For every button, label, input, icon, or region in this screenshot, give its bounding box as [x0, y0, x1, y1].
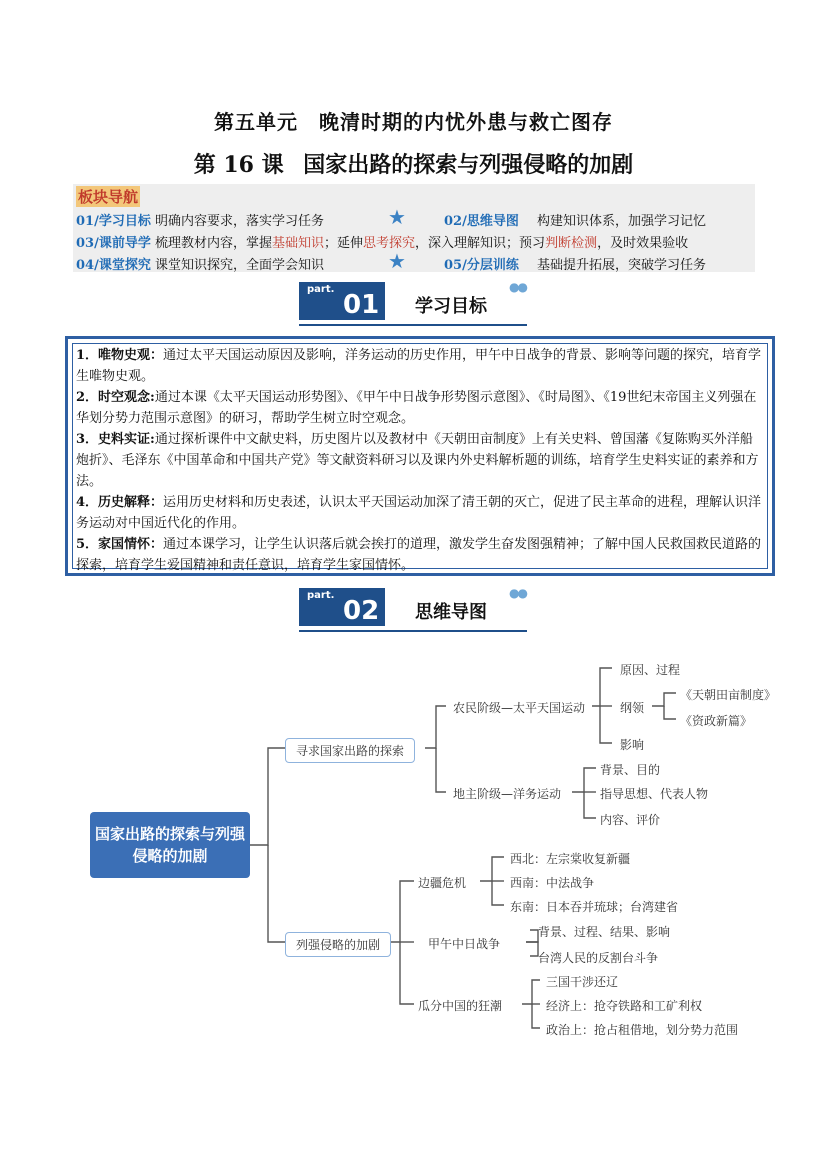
star-icon: ★: [388, 249, 406, 273]
nav-code-05[interactable]: 05/分层训练: [444, 258, 519, 273]
part-title: 思维导图: [415, 602, 487, 623]
nav-desc-03-red3: 判断检测: [545, 236, 598, 251]
nav-desc-04: 课堂知识探究，全面学会知识: [154, 258, 324, 273]
nav-desc-03c: ，深入理解知识；预习: [415, 236, 546, 251]
nav-desc-02: 构建知识体系，加强学习记忆: [536, 214, 706, 229]
mindmap-taiping-cause: 原因、过程: [620, 663, 681, 677]
nav-code-04[interactable]: 04/课堂探究: [76, 258, 151, 273]
mindmap-yangwu: 地主阶级—洋务运动: [453, 787, 562, 801]
mindmap-northwest: 西北：左宗棠收复新疆: [510, 852, 631, 866]
nav-code-01[interactable]: 01/学习目标: [76, 214, 151, 229]
part-number: 01: [343, 290, 380, 320]
objective-label: 2．时空观念:: [76, 390, 155, 405]
objective-label: 1．唯物史观：: [76, 348, 164, 363]
nav-heading: 板块导航: [78, 188, 139, 206]
mindmap-taiping-program: 纲领: [620, 701, 645, 715]
objective-text: 通过本课《太平天国运动形势图》、《甲午中日战争形势图示意图》、《时局图》、《19世纪末帝国主义列强在华划分势力范围示意图》的研习，帮助学生树立时空观念。: [76, 390, 757, 426]
nav-code-03[interactable]: 03/课前导学: [76, 236, 151, 251]
star-icon: ★: [388, 205, 406, 229]
mindmap-yangwu-bg: 背景、目的: [600, 763, 661, 777]
mindmap-border-crisis: 边疆危机: [418, 876, 467, 890]
part-number: 02: [343, 596, 380, 626]
mindmap-zizheng: 《资政新篇》: [680, 714, 753, 728]
mindmap-jiawu-detail: 背景、过程、结果、影响: [538, 925, 671, 939]
objective-label: 4．历史解释：: [76, 495, 164, 510]
mindmap-southeast: 东南：日本吞并琉球；台湾建省: [510, 900, 679, 914]
objective-text: 通过太平天国运动原因及影响，洋务运动的历史作用，甲午中日战争的背景、影响等问题的探究，培育学生唯物史观。: [76, 348, 762, 384]
nav-desc-05: 基础提升拓展，突破学习任务: [536, 258, 706, 273]
objective-text: 运用历史材料和历史表述，认识太平天国运动加深了清王朝的灭亡，促进了民主革命的进程，理解认识洋务运动对中国近代化的作用。: [76, 495, 762, 531]
mindmap-root: 国家出路的探索与列强侵略的加剧: [90, 812, 250, 878]
objective-label: 3．史料实证:: [76, 432, 155, 447]
lesson-number: 第 16 课: [193, 152, 284, 178]
mindmap-taiping-impact: 影响: [620, 738, 645, 752]
mindmap-branch-invasion: 列强侵略的加剧: [285, 932, 391, 957]
lesson-name: 国家出路的探索与列强侵略的加剧: [303, 152, 634, 178]
mindmap-jiawu: 甲午中日战争: [428, 937, 501, 951]
droplet-icon: ●●: [509, 586, 526, 600]
mindmap-tianchao: 《天朝田亩制度》: [680, 688, 777, 702]
mindmap-taiping: 农民阶级—太平天国运动: [453, 701, 586, 715]
unit-title: 第五单元 晚清时期的内忧外患与救亡图存: [214, 110, 613, 134]
nav-desc-03-red2: 思考探究: [363, 236, 416, 251]
nav-desc-03-red1: 基础知识: [272, 236, 325, 251]
objective-text: 通过本课学习，让学生认识落后就会挨打的道理，激发学生奋发图强精神；了解中国人民救国救民道路的探索，培育学生爱国精神和责任意识，培育学生家国情怀。: [76, 537, 762, 573]
mindmap-taiwan-resist: 台湾人民的反割台斗争: [538, 951, 659, 965]
nav-desc-03b: ；延伸: [324, 236, 364, 251]
mindmap-yangwu-idea: 指导思想、代表人物: [600, 787, 709, 801]
mindmap-branch-explore: 寻求国家出路的探索: [285, 738, 415, 763]
mindmap-partition: 瓜分中国的狂潮: [418, 999, 503, 1013]
mindmap-economic: 经济上：抢夺铁路和工矿利权: [546, 999, 703, 1013]
mindmap-political: 政治上：抢占租借地，划分势力范围: [546, 1023, 739, 1037]
part-label: part.: [307, 590, 335, 601]
nav-desc-03a: 梳理教材内容，掌握: [154, 236, 272, 251]
objective-label: 5．家国情怀：: [76, 537, 164, 552]
nav-desc-01: 明确内容要求，落实学习任务: [154, 214, 324, 229]
mindmap-southwest: 西南：中法战争: [510, 876, 595, 890]
mindmap-yangwu-content: 内容、评价: [600, 813, 661, 827]
objective-text: 通过探析课件中文献史料，历史图片以及教材中《天朝田亩制度》上有关史料、曾国藩《复陈购买外洋船炮折》、毛泽东《中国革命和中国共产党》等文献资料研习以及课内外史料解析题的训练，培育学生史料实证的素养和方法。: [76, 432, 759, 489]
nav-code-02[interactable]: 02/思维导图: [444, 214, 519, 229]
droplet-icon: ●●: [509, 280, 526, 294]
nav-desc-03d: ，及时效果验收: [597, 236, 689, 251]
mindmap-triple: 三国干涉还辽: [546, 975, 619, 989]
part-label: part.: [307, 284, 335, 295]
part-title: 学习目标: [415, 296, 487, 317]
